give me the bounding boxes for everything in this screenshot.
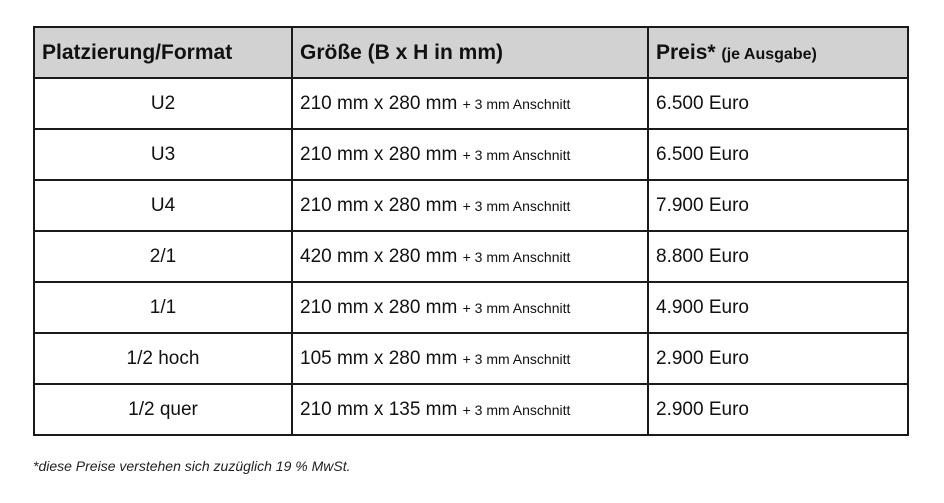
table-row: [34, 231, 908, 282]
cell-placement: U3: [34, 129, 292, 180]
cell-price: 8.800 Euro: [648, 231, 908, 282]
cell-price: 6.500 Euro: [648, 78, 908, 129]
bleed-note: + 3 mm Anschnitt: [462, 299, 571, 316]
bleed-note: + 3 mm Anschnitt: [462, 350, 571, 367]
table-row: [34, 282, 908, 333]
cell-placement: U4: [34, 180, 292, 231]
size-value: 420 mm x 280 mm: [300, 245, 458, 267]
header-placement: Platzierung/Format: [34, 27, 292, 78]
cell-placement: U2: [34, 78, 292, 129]
bleed-note: + 3 mm Anschnitt: [462, 248, 571, 265]
cell-placement: 2/1: [34, 231, 292, 282]
cell-size: [292, 78, 648, 129]
table-row: [34, 180, 908, 231]
price-table-container: [33, 26, 907, 436]
cell-placement: 1/1: [34, 282, 292, 333]
cell-price: 2.900 Euro: [648, 384, 908, 435]
size-value: 210 mm x 280 mm: [300, 194, 458, 216]
bleed-note: + 3 mm Anschnitt: [462, 146, 571, 163]
bleed-note: + 3 mm Anschnitt: [462, 401, 571, 418]
cell-placement: 1/2 quer: [34, 384, 292, 435]
header-price-sub: (je Ausgabe): [721, 45, 817, 63]
price-table: [33, 26, 909, 436]
size-value: 210 mm x 280 mm: [300, 296, 458, 318]
bleed-note: + 3 mm Anschnitt: [462, 95, 571, 112]
header-size: Größe (B x H in mm): [292, 27, 648, 78]
size-value: 210 mm x 280 mm: [300, 143, 458, 165]
size-value: 210 mm x 280 mm: [300, 92, 458, 114]
cell-size: [292, 231, 648, 282]
cell-size: [292, 384, 648, 435]
cell-price: 7.900 Euro: [648, 180, 908, 231]
cell-size: [292, 129, 648, 180]
table-row: [34, 333, 908, 384]
header-price: [648, 27, 908, 78]
table-row: [34, 129, 908, 180]
cell-size: [292, 180, 648, 231]
table-row: [34, 78, 908, 129]
table-row: [34, 384, 908, 435]
cell-size: [292, 333, 648, 384]
size-value: 210 mm x 135 mm: [300, 398, 458, 420]
cell-price: 4.900 Euro: [648, 282, 908, 333]
footnote: *diese Preise verstehen sich zuzüglich 19 % MwSt.: [33, 458, 351, 474]
cell-price: 6.500 Euro: [648, 129, 908, 180]
bleed-note: + 3 mm Anschnitt: [462, 197, 571, 214]
cell-size: [292, 282, 648, 333]
table-header-row: [34, 27, 908, 78]
size-value: 105 mm x 280 mm: [300, 347, 458, 369]
header-price-label: Preis*: [656, 40, 716, 64]
cell-price: 2.900 Euro: [648, 333, 908, 384]
cell-placement: 1/2 hoch: [34, 333, 292, 384]
